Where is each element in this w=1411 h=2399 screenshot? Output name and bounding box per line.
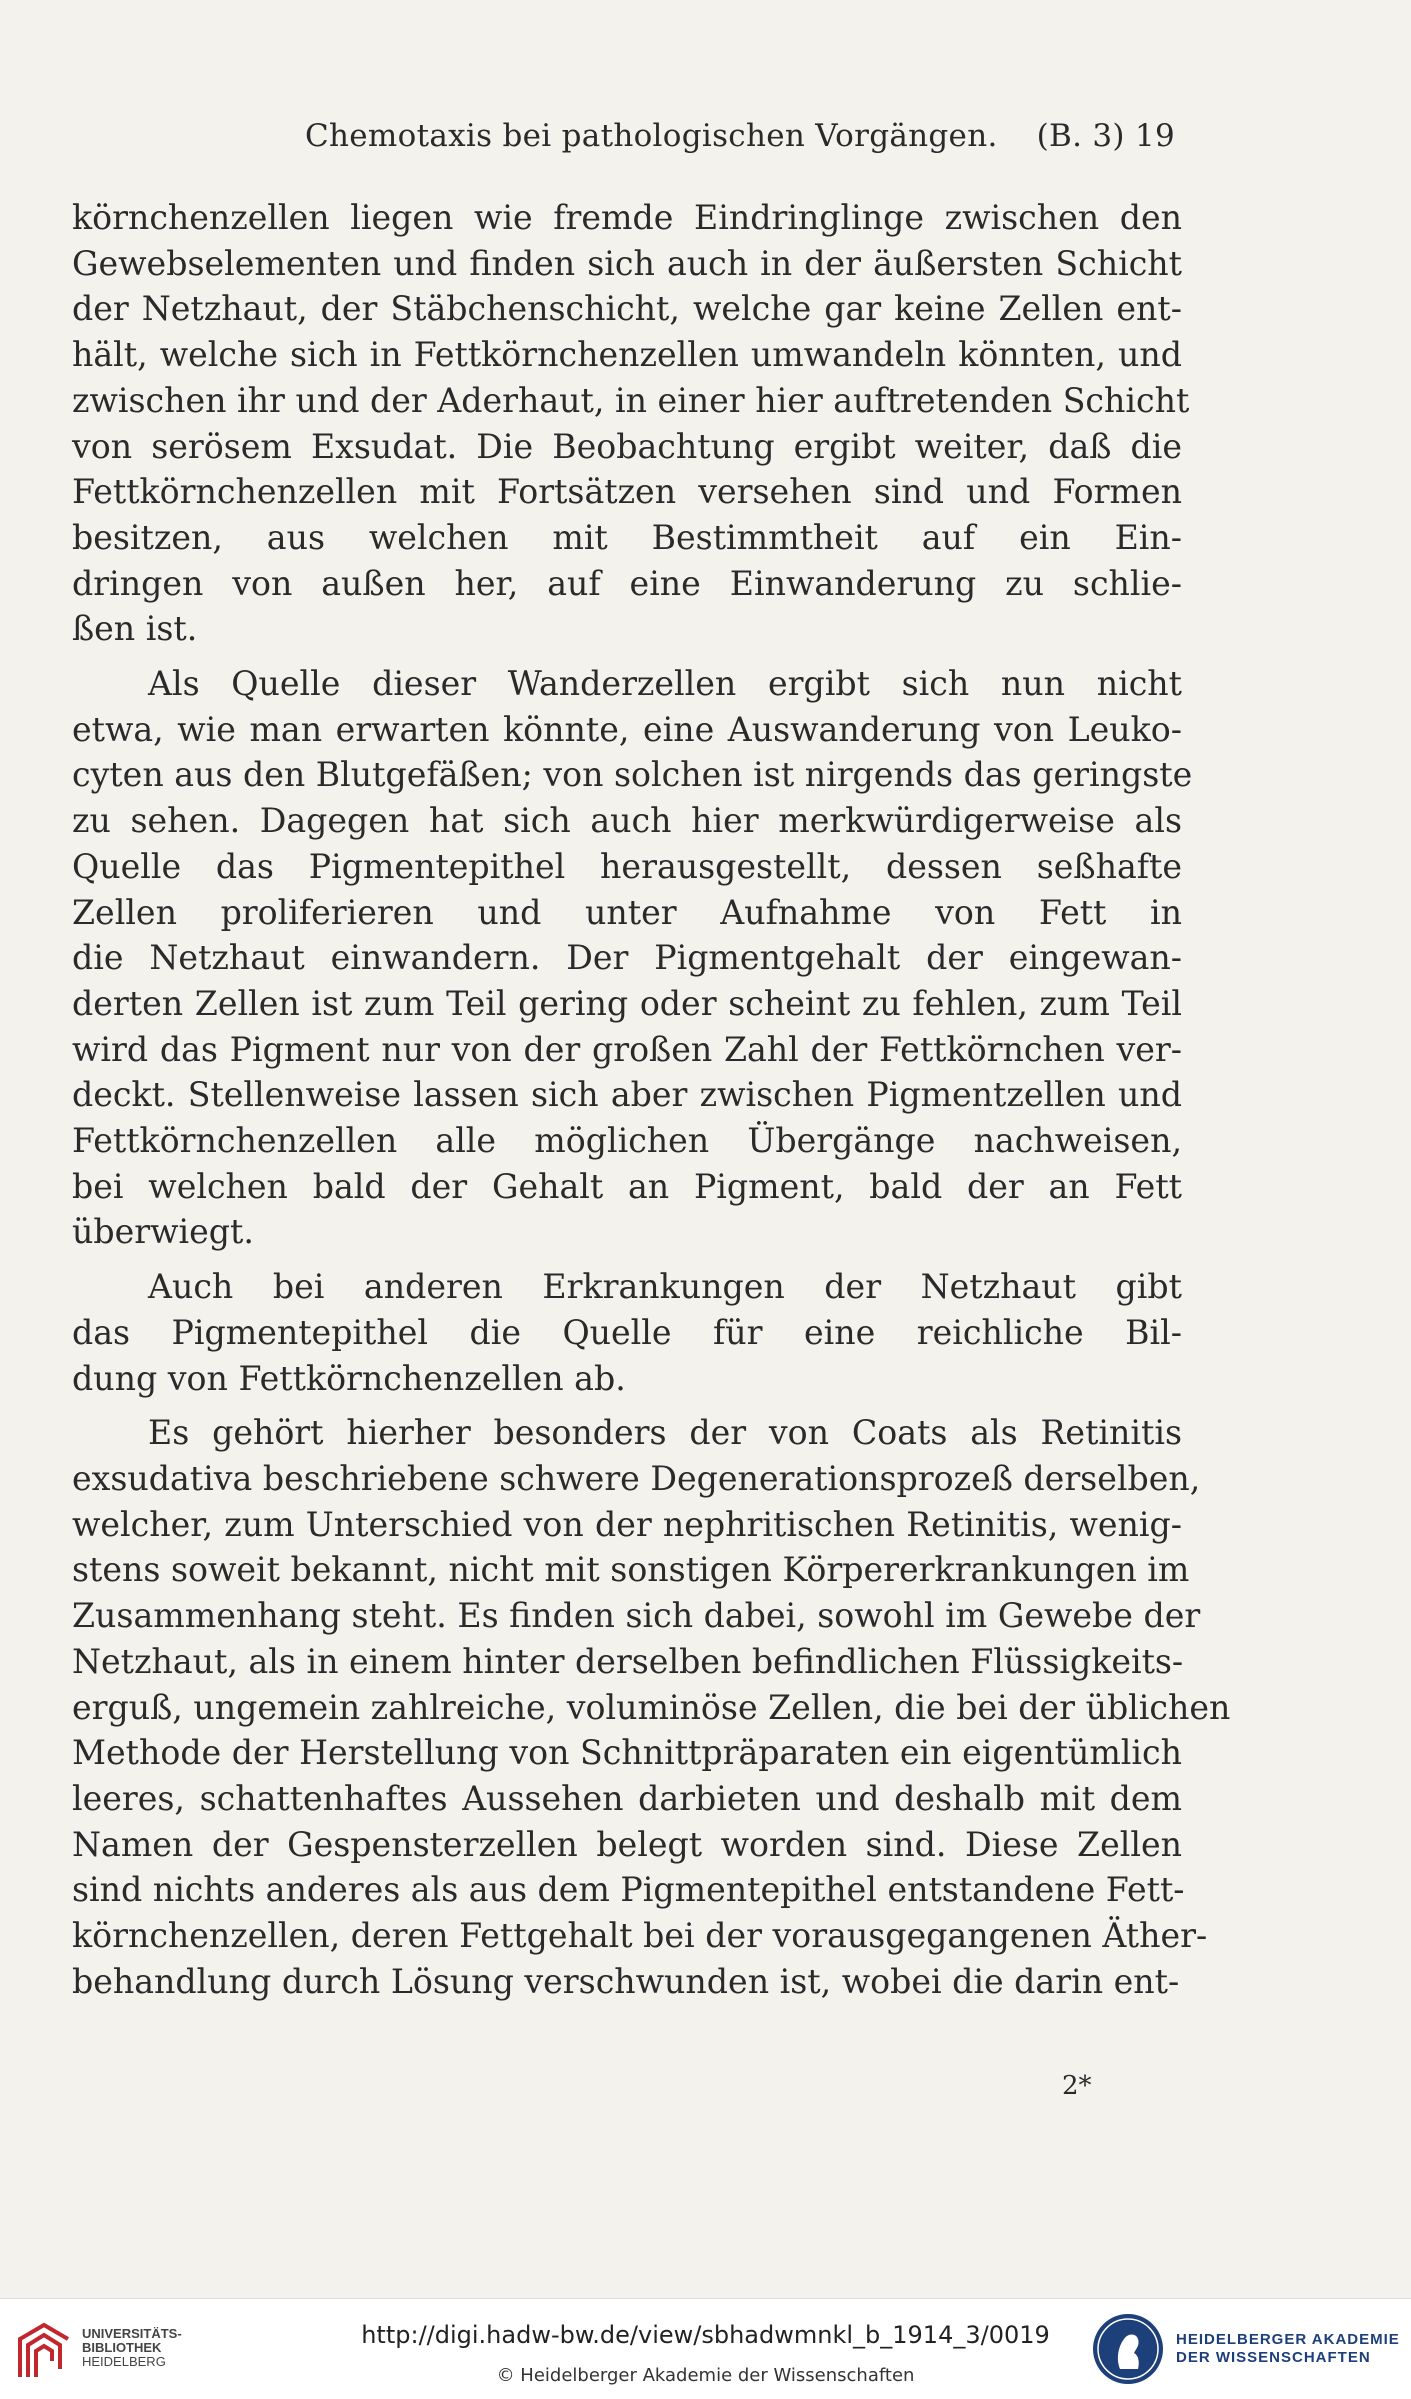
text-line: leeres, schattenhaftes Aussehen darbieten und deshalb mit dem — [72, 1778, 1182, 1818]
paragraph — [72, 1264, 1182, 1401]
text-line: das Pigmentepithel die Quelle für eine reichliche Bil- — [72, 1312, 1182, 1352]
text-line: erguß, ungemein zahlreiche, voluminöse Zellen, die bei der üblichen — [72, 1687, 1231, 1727]
paragraph — [72, 661, 1193, 1255]
academy-line-1: HEIDELBERGER AKADEMIE — [1176, 2331, 1400, 2348]
text-line: überwiegt. — [72, 1212, 254, 1252]
text-line: Als Quelle dieser Wanderzellen ergibt sich nun nicht — [148, 664, 1182, 704]
text-line: derten Zellen ist zum Teil gering oder scheint zu fehlen, zum Teil — [72, 983, 1182, 1023]
text-line: Gewebselementen und finden sich auch in der äußersten Schicht — [72, 243, 1182, 283]
text-line: zu sehen. Dagegen hat sich auch hier merkwürdigerweise als — [72, 801, 1182, 841]
paragraph — [72, 1410, 1231, 2004]
running-head-page-ref: (B. 3) 19 — [1036, 118, 1175, 154]
academy-seal-icon — [1090, 2311, 1166, 2387]
text-line: welcher, zum Unterschied von der nephritischen Retinitis, wenig- — [72, 1504, 1182, 1544]
copyright-notice: © Heidelberger Akademie der Wissenschaften — [496, 2365, 915, 2386]
text-line: der Netzhaut, der Stäbchenschicht, welche gar keine Zellen ent- — [72, 289, 1182, 329]
text-line: Fettkörnchenzellen mit Fortsätzen versehen sind und Formen — [72, 472, 1182, 512]
running-head-title: Chemotaxis bei pathologischen Vorgängen. — [305, 118, 998, 154]
text-line: bei welchen bald der Gehalt an Pigment, bald der an Fett — [72, 1166, 1182, 1206]
text-line: körnchenzellen liegen wie fremde Eindringlinge zwischen den — [72, 198, 1182, 237]
text-line: wird das Pigment nur von der großen Zahl der Fettkörnchen ver- — [72, 1029, 1182, 1069]
library-line-1: UNIVERSITÄTS- — [82, 2326, 182, 2341]
text-line: etwa, wie man erwarten könnte, eine Auswanderung von Leuko- — [72, 709, 1182, 749]
text-line: körnchenzellen, deren Fettgehalt bei der vorausgegangenen Äther- — [72, 1916, 1208, 1956]
signature-mark: 2* — [1062, 2071, 1092, 2101]
text-line: Namen der Gespensterzellen belegt worden sind. Diese Zellen — [72, 1824, 1182, 1864]
text-line: ßen ist. — [72, 609, 198, 649]
text-line: sind nichts anderes als aus dem Pigmentepithel entstandene Fett- — [72, 1870, 1185, 1910]
text-line: deckt. Stellenweise lassen sich aber zwischen Pigmentzellen und — [72, 1075, 1182, 1115]
library-line-2: BIBLIOTHEK — [82, 2340, 162, 2355]
permalink-url[interactable]: http://digi.hadw-bw.de/view/sbhadwmnkl_b_1914_3/0019 — [361, 2321, 1050, 2349]
text-line: stens soweit bekannt, nicht mit sonstigen Körpererkrankungen im — [72, 1550, 1190, 1590]
text-line: Netzhaut, als in einem hinter derselben befindlichen Flüssigkeits- — [72, 1641, 1184, 1681]
footer-bar — [0, 2298, 1411, 2399]
text-line: Zusammenhang steht. Es finden sich dabei, sowohl im Gewebe der — [72, 1596, 1201, 1636]
text-line: Quelle das Pigmentepithel herausgestellt, dessen seßhafte — [72, 846, 1182, 886]
text-line: Fettkörnchenzellen alle möglichen Übergänge nachweisen, — [72, 1121, 1182, 1161]
text-line: hält, welche sich in Fettkörnchenzellen umwandeln könnten, und — [72, 335, 1182, 375]
text-line: Es gehört hierher besonders der von Coats als Retinitis — [148, 1413, 1182, 1453]
academy-name — [1176, 2331, 1400, 2367]
text-line: behandlung durch Lösung verschwunden ist, wobei die darin ent- — [72, 1961, 1180, 2001]
text-line: zwischen ihr und der Aderhaut, in einer hier auftretenden Schicht — [72, 380, 1190, 420]
paragraph — [72, 195, 1190, 652]
text-line: Zellen proliferieren und unter Aufnahme von Fett in — [72, 892, 1182, 932]
academy-line-2: DER WISSENSCHAFTEN — [1176, 2349, 1371, 2366]
text-line: von serösem Exsudat. Die Beobachtung ergibt weiter, daß die — [72, 426, 1182, 466]
text-line: exsudativa beschriebene schwere Degenerationsprozeß derselben, — [72, 1458, 1201, 1498]
library-line-3: HEIDELBERG — [82, 2354, 166, 2369]
text-line: Auch bei anderen Erkrankungen der Netzhaut gibt — [148, 1267, 1182, 1307]
text-line: die Netzhaut einwandern. Der Pigmentgehalt der eingewan- — [72, 938, 1182, 978]
text-line: Methode der Herstellung von Schnittpräparaten ein eigentümlich — [72, 1733, 1182, 1773]
body-text — [72, 195, 1231, 2004]
text-line: besitzen, aus welchen mit Bestimmtheit auf ein Ein- — [72, 517, 1182, 557]
text-line: cyten aus den Blutgefäßen; von solchen ist nirgends das geringste — [72, 755, 1193, 795]
text-line: dung von Fettkörnchenzellen ab. — [72, 1358, 626, 1398]
text-line: dringen von außen her, auf eine Einwanderung zu schlie- — [72, 563, 1182, 603]
